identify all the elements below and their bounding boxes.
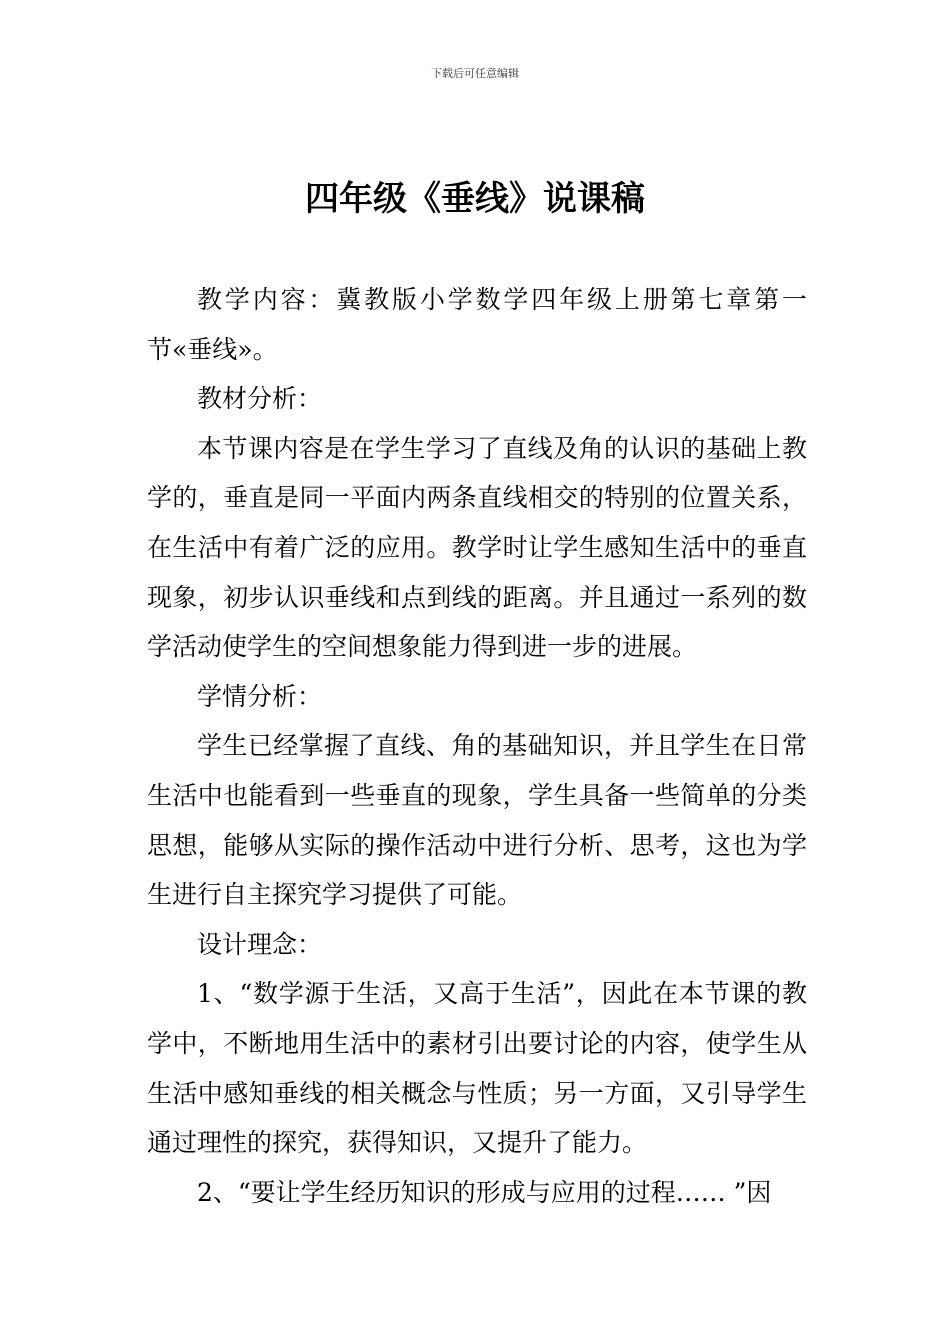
page-header-note: 下载后可任意编辑 bbox=[431, 67, 519, 80]
paragraph-material-analysis: 本节课内容是在学生学习了直线及角的认识的基础上教学的，垂直是同一平面内两条直线相交的特别的位置关系，在生活中有着广泛的应用。教学时让学生感知生活中的垂直现象，初步认识垂线和点到线的距离。并且通过一系列的数学活动使学生的空间想象能力得到进一步的进展。 bbox=[147, 433, 807, 662]
document-body bbox=[147, 275, 807, 1217]
paragraph-design-concept-1: 1、“数学源于生活，又高于生活”，因此在本节课的教学中，不断地用生活中的素材引出要讨论的内容，使学生从生活中感知垂线的相关概念与性质；另一方面，又引导学生通过理性的探究，获得知识，又提升了能力。 bbox=[147, 979, 807, 1158]
paragraph-design-concept-2: 2、“要让学生经历知识的形成与应用的过程…… ”因 bbox=[197, 1177, 772, 1207]
paragraph-student-analysis: 学生已经掌握了直线、角的基础知识，并且学生在日常生活中也能看到一些垂直的现象，学生具备一些简单的分类思想，能够从实际的操作活动中进行分析、思考，这也为学生进行自主探究学习提供了可能。 bbox=[147, 731, 807, 910]
document-title: 四年级《垂线》说课稿 bbox=[305, 179, 645, 219]
heading-student-analysis: 学情分析： bbox=[197, 681, 323, 711]
heading-material-analysis: 教材分析： bbox=[197, 384, 323, 414]
paragraph-teaching-content: 教学内容：冀教版小学数学四年级上册第七章第一节«垂线»。 bbox=[147, 285, 807, 364]
heading-design-concept: 设计理念： bbox=[197, 929, 323, 959]
